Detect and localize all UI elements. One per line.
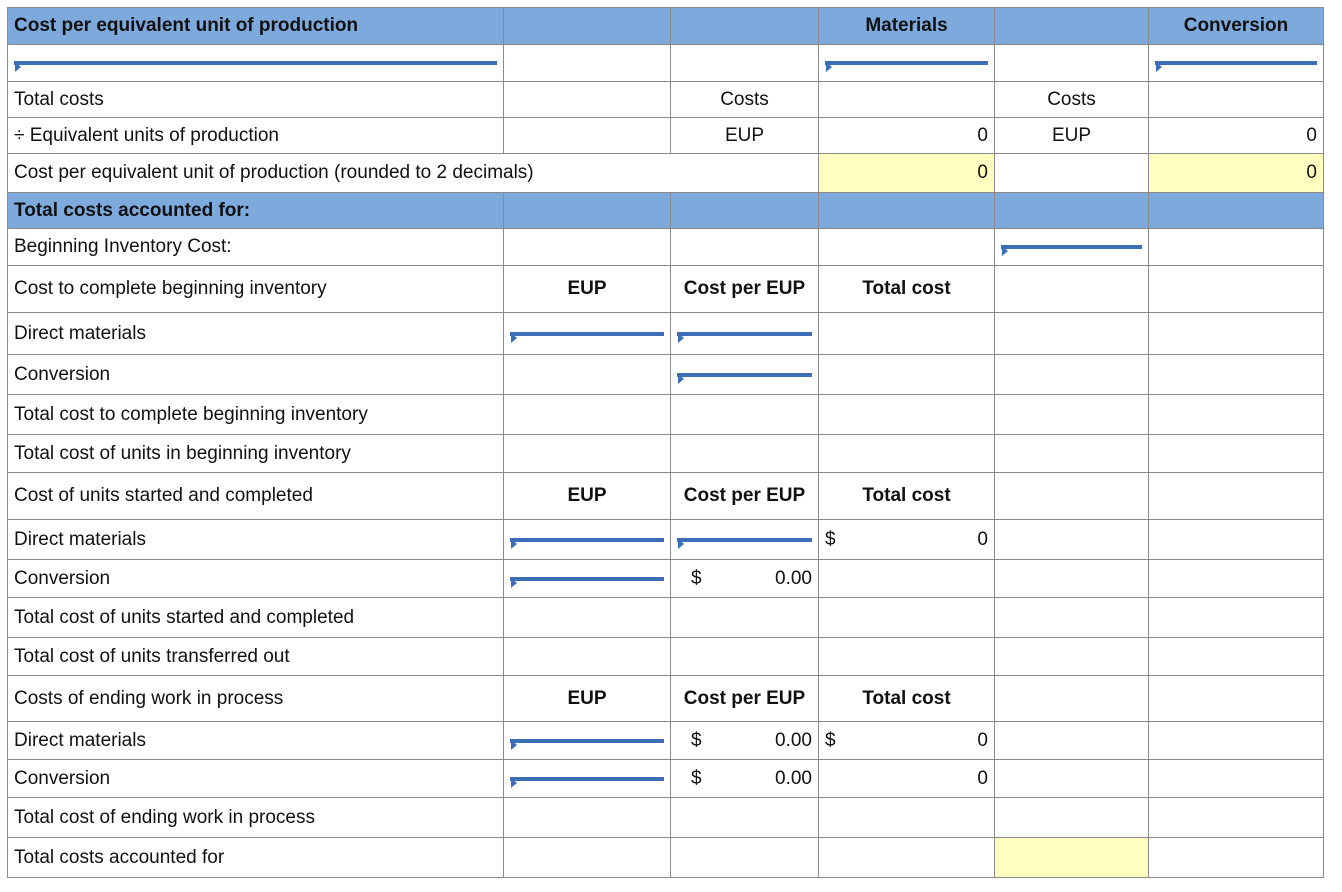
- row-label-conversion: Conversion: [8, 355, 504, 395]
- col-cost-per-eup-label: Cost per EUP: [671, 473, 819, 520]
- complete-dm-eup-input[interactable]: [510, 332, 664, 336]
- conversion-eup-label: EUP: [995, 118, 1149, 154]
- complete-dm-row: [8, 313, 1324, 355]
- complete-conv-row: [8, 355, 1324, 395]
- materials-input[interactable]: [825, 61, 988, 65]
- header-row: [8, 8, 1324, 45]
- started-total-row: [8, 598, 1324, 638]
- row-label-conversion: Conversion: [8, 560, 504, 598]
- worksheet: [7, 7, 1324, 878]
- col-eup-label: EUP: [504, 676, 671, 722]
- ending-dm-eup-input[interactable]: [510, 739, 664, 743]
- started-conv-row: [8, 560, 1324, 598]
- row-label-eup: ÷ Equivalent units of production: [8, 118, 504, 154]
- materials-total-costs-value: [819, 82, 995, 118]
- total-costs-row: [8, 82, 1324, 118]
- row-label-cost-per-eup: Cost per equivalent unit of production (rounded to 2 decimals): [8, 154, 819, 193]
- ending-dm-cost-per-eup-value: 0.00: [775, 729, 812, 751]
- dollar-sign: $: [825, 528, 836, 550]
- cpu-input-row: [8, 45, 1324, 82]
- row-label-ending-wip: Costs of ending work in process: [8, 676, 504, 722]
- col-total-cost-label: Total cost: [819, 266, 995, 313]
- materials-costs-label: Costs: [671, 82, 819, 118]
- materials-cost-per-eup-value: 0: [819, 154, 995, 193]
- row-label-started-completed: Cost of units started and completed: [8, 473, 504, 520]
- row-label-direct-materials: Direct materials: [8, 722, 504, 760]
- started-header-row: [8, 473, 1324, 520]
- row-label-cost-to-complete: Cost to complete beginning inventory: [8, 266, 504, 313]
- row-label-direct-materials: Direct materials: [8, 520, 504, 560]
- row-label-direct-materials: Direct materials: [8, 313, 504, 355]
- conversion-input[interactable]: [1155, 61, 1317, 65]
- conversion-cost-per-eup-value: 0: [1149, 154, 1324, 193]
- ending-header-row: [8, 676, 1324, 722]
- row-label-beginning-inventory: Beginning Inventory Cost:: [8, 229, 504, 266]
- ending-conv-eup-input[interactable]: [510, 777, 664, 781]
- row-label-total-started-completed: Total cost of units started and completed: [8, 598, 504, 638]
- beginning-inventory-row: [8, 229, 1324, 266]
- beginning-inventory-input[interactable]: [1001, 245, 1142, 249]
- dollar-sign: $: [691, 729, 702, 751]
- col-eup-label: EUP: [504, 473, 671, 520]
- started-dm-eup-input[interactable]: [510, 538, 664, 542]
- eup-row: [8, 118, 1324, 154]
- section-title-cost-per-eup: Cost per equivalent unit of production: [8, 8, 504, 45]
- cost-worksheet-table: [7, 7, 1324, 878]
- row-label-total-ending: Total cost of ending work in process: [8, 798, 504, 838]
- col-total-cost-label: Total cost: [819, 473, 995, 520]
- col-cost-per-eup-label: Cost per EUP: [671, 266, 819, 313]
- ending-conv-total-value: 0: [819, 760, 995, 798]
- ending-conv-row: [8, 760, 1324, 798]
- row-label-total-to-complete: Total cost to complete beginning inventory: [8, 395, 504, 435]
- beginning-total-row: [8, 435, 1324, 473]
- materials-eup-label: EUP: [671, 118, 819, 154]
- row-label-total-accounted: Total costs accounted for: [8, 838, 504, 878]
- cpu-label-input[interactable]: [14, 61, 497, 65]
- col-eup-label: EUP: [504, 266, 671, 313]
- dollar-sign: $: [825, 729, 836, 751]
- transferred-out-row: [8, 638, 1324, 676]
- column-header-conversion: Conversion: [1149, 8, 1324, 45]
- ending-conv-cost-per-eup-value: 0.00: [775, 767, 812, 789]
- section-title-accounted: Total costs accounted for:: [8, 193, 504, 229]
- row-label-total-beginning: Total cost of units in beginning inventory: [8, 435, 504, 473]
- row-label-total-costs: Total costs: [8, 82, 504, 118]
- accounted-header-row: [8, 193, 1324, 229]
- started-dm-total-value: 0: [977, 528, 988, 550]
- column-header-materials: Materials: [819, 8, 995, 45]
- complete-total-row: [8, 395, 1324, 435]
- dollar-sign: $: [691, 567, 702, 589]
- dollar-sign: $: [691, 767, 702, 789]
- complete-conv-cost-per-eup-input[interactable]: [677, 373, 812, 377]
- total-accounted-value: [995, 838, 1149, 878]
- accounted-total-row: [8, 838, 1324, 878]
- row-label-transferred-out: Total cost of units transferred out: [8, 638, 504, 676]
- conversion-costs-label: Costs: [995, 82, 1149, 118]
- row-label-conversion: Conversion: [8, 760, 504, 798]
- col-cost-per-eup-label: Cost per EUP: [671, 676, 819, 722]
- materials-eup-value: 0: [819, 118, 995, 154]
- ending-total-row: [8, 798, 1324, 838]
- conversion-total-costs-value: [1149, 82, 1324, 118]
- started-dm-cost-per-eup-input[interactable]: [677, 538, 812, 542]
- ending-dm-row: [8, 722, 1324, 760]
- conversion-eup-value: 0: [1149, 118, 1324, 154]
- complete-dm-cost-per-eup-input[interactable]: [677, 332, 812, 336]
- cost-per-eup-row: [8, 154, 1324, 193]
- complete-header-row: [8, 266, 1324, 313]
- started-conv-cost-per-eup-value: 0.00: [775, 567, 812, 589]
- started-conv-eup-input[interactable]: [510, 577, 664, 581]
- col-total-cost-label: Total cost: [819, 676, 995, 722]
- started-dm-row: [8, 520, 1324, 560]
- ending-dm-total-value: 0: [977, 729, 988, 751]
